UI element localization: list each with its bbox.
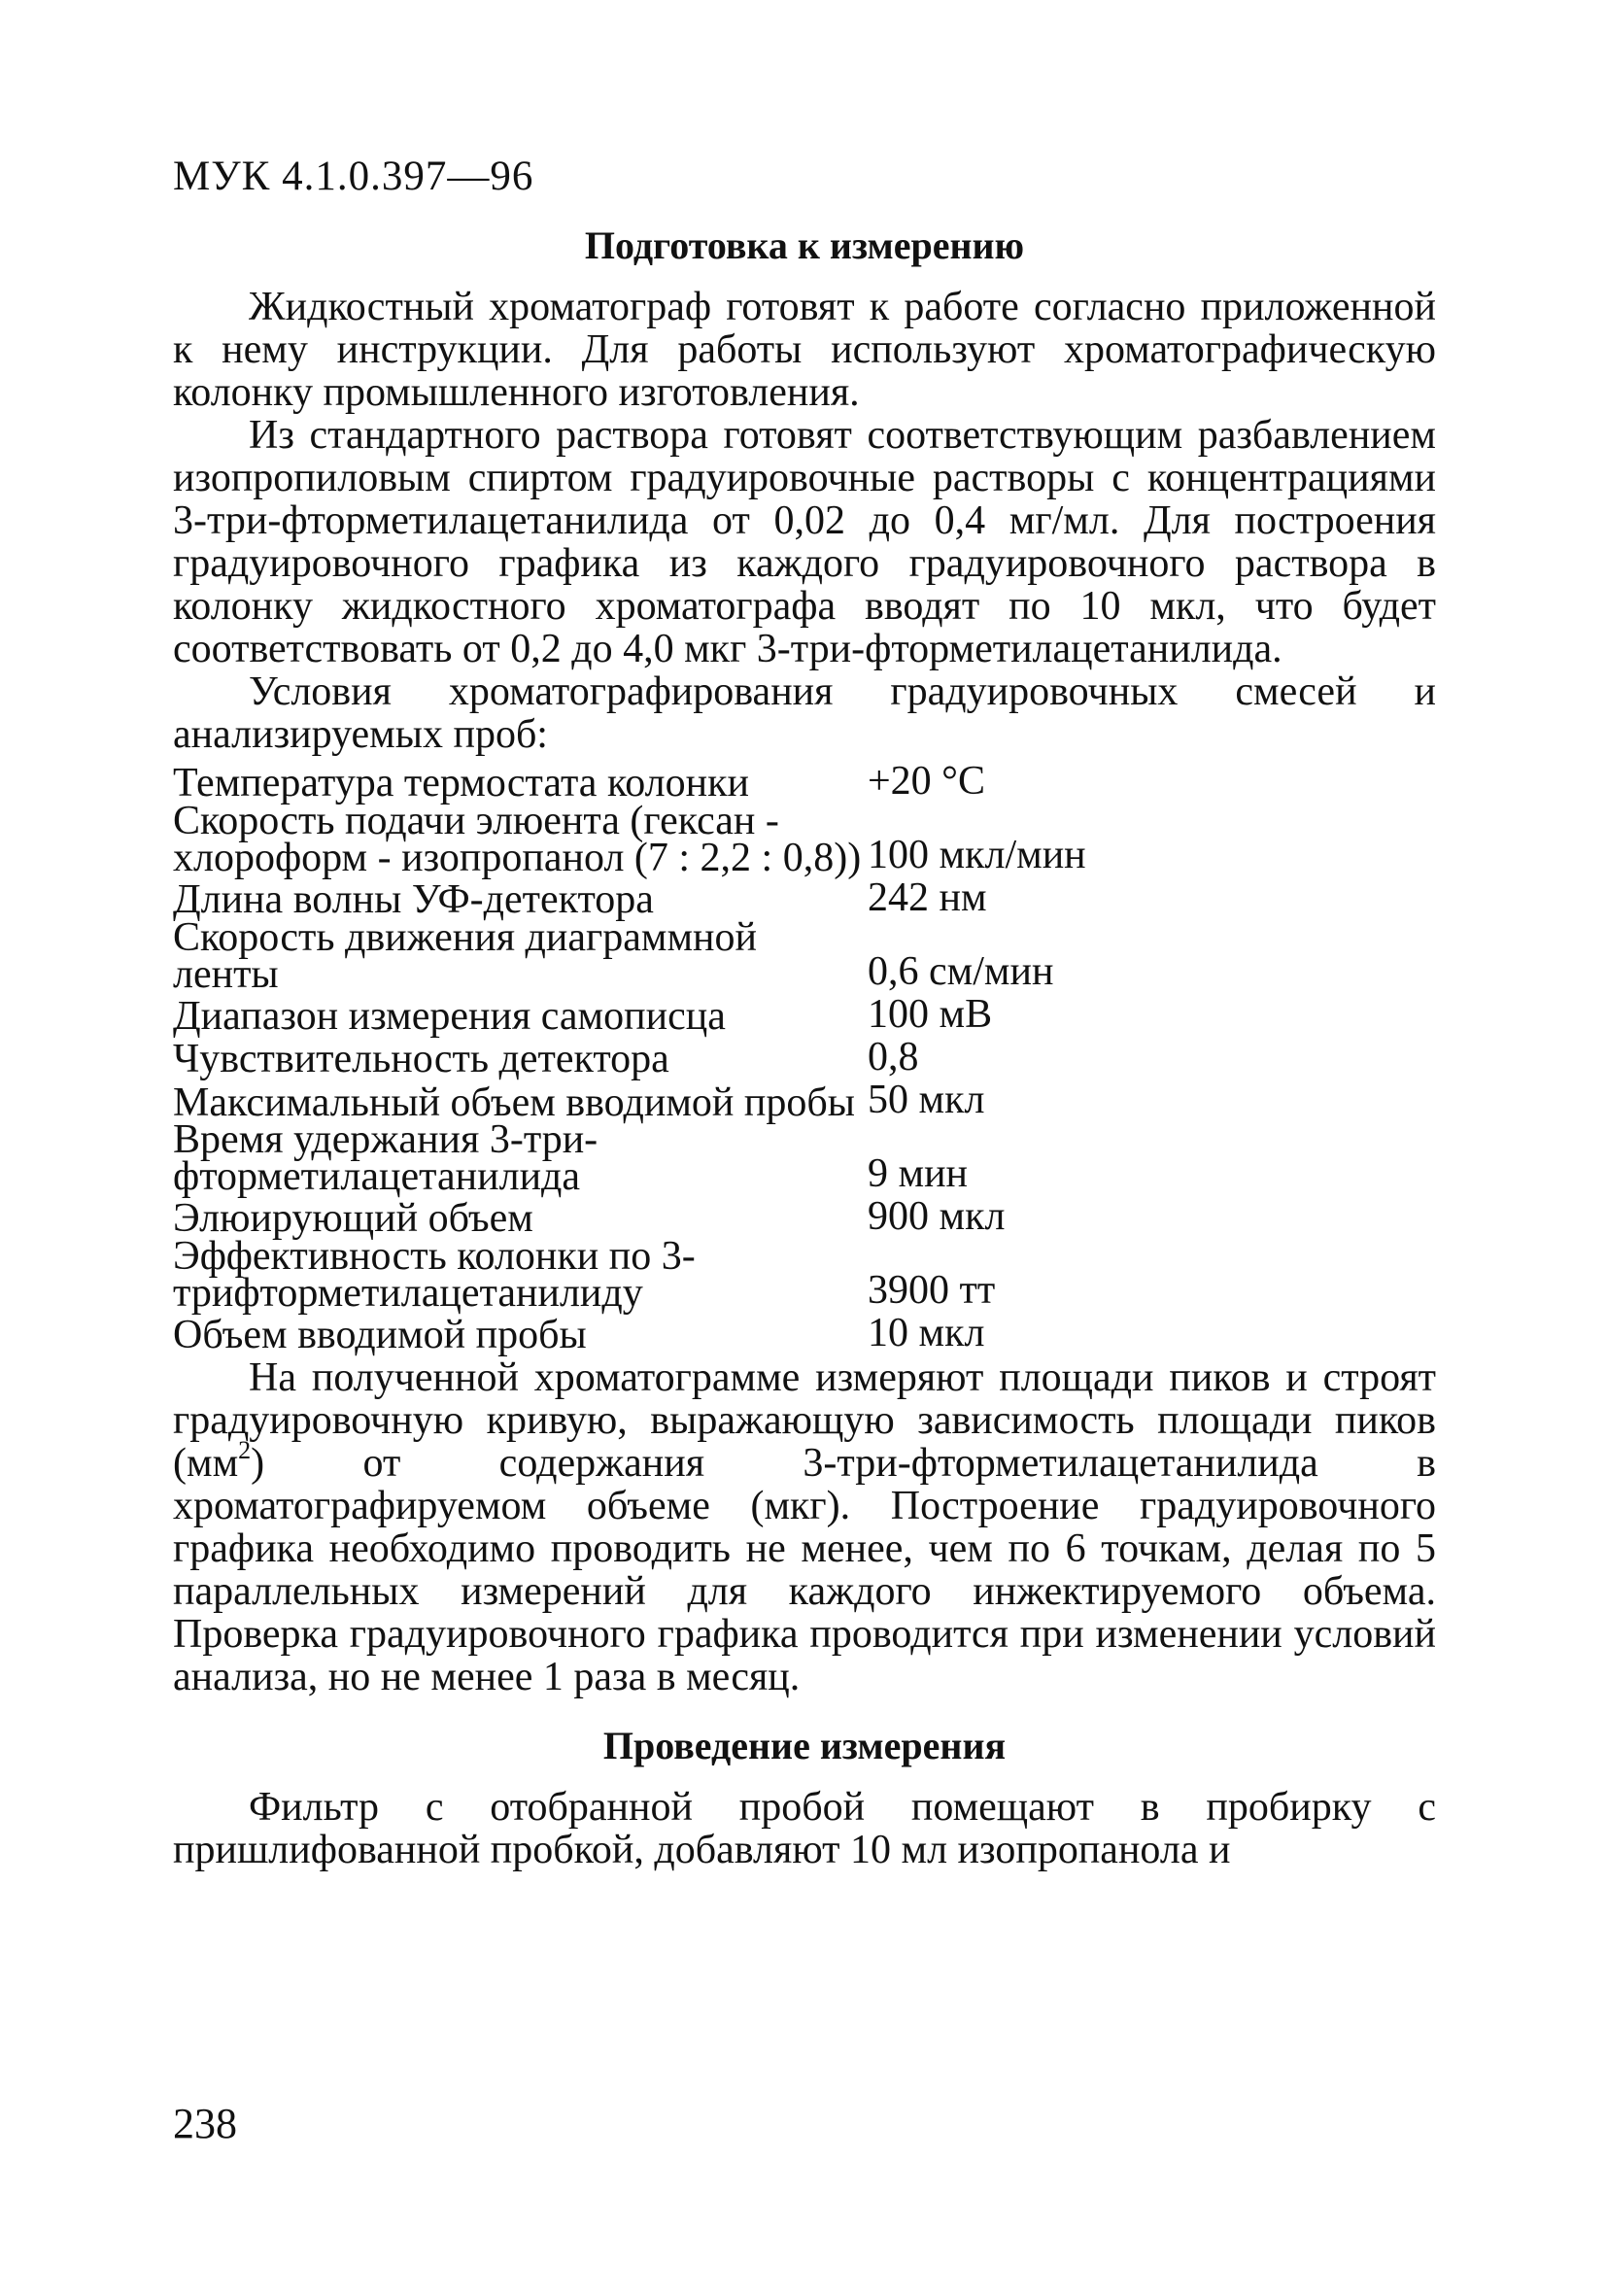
condition-value: +20 °С	[868, 759, 985, 804]
condition-label: Максимальный объем вводимой пробы	[173, 1080, 855, 1125]
calibration-text-part1: На полученной хроматограмме измеряют площади пиков и строят градуировочную кривую, выражающую зависимость площади пиков (мм	[173, 1355, 1436, 1486]
condition-label: Эффективность колонки по 3-трифторметилацетанилиду	[173, 1234, 696, 1316]
condition-value: 242 нм	[868, 875, 987, 920]
condition-value: 0,6 см/мин	[868, 949, 1054, 994]
paragraph-standard-solution: Из стандартного раствора готовят соответствующим разбавлением изопропиловым спиртом градуировочные растворы с концентрациями 3-три-фторметилацетанилида от 0,02 до 0,4 мг/мл. Для построения градуировочного графика из каждого градуировочного раствора в колонку жидкостного хроматографа вводят по 10 мкл, что будет соответствовать от 0,2 до 4,0 мкг 3-три-фторметилацетанилида.	[173, 413, 1436, 671]
condition-label: Скорость движения диаграммной ленты	[173, 915, 758, 997]
condition-value: 10 мкл	[868, 1311, 985, 1355]
condition-label: Чувствительность детектора	[173, 1037, 669, 1081]
condition-label: Время удержания 3-три-фторметилацетанилида	[173, 1117, 598, 1199]
superscript-2: 2	[238, 1436, 252, 1464]
document-page	[173, 155, 1436, 1871]
condition-value: 50 мкл	[868, 1078, 985, 1122]
paragraph-calibration-curve	[173, 1356, 1436, 1698]
condition-value: 100 мкл/мин	[868, 833, 1086, 877]
calibration-text-part2: ) от содержания 3-три-фторметилацетанилида в хроматографируемом объеме (мкг). Построение градуировочного графика необходимо проводить не менее, чем по 6 точкам, делая по 5 параллельных измерений для каждого инжектируемого объема. Проверка градуировочного графика проводится при изменении условий анализа, но не менее 1 раза в месяц.	[173, 1441, 1436, 1699]
section-heading-measurement: Проведение измерения	[602, 1724, 1007, 1767]
condition-label: Элюирующий объем	[173, 1196, 533, 1241]
condition-label: Скорость подачи элюента (гексан - хлороформ - изопропанол (7 : 2,2 : 0,8))	[173, 799, 862, 880]
paragraph-measurement: Фильтр с отобранной пробой помещают в пробирку с пришлифованной пробкой, добавляют 10 мл изопропанола и	[173, 1785, 1436, 1872]
condition-value: 9 мин	[868, 1151, 969, 1196]
condition-label: Температура термостата колонки	[173, 761, 749, 805]
condition-row	[173, 1311, 1436, 1357]
condition-label: Объем вводимой пробы	[173, 1313, 587, 1357]
condition-label: Длина волны УФ-детектора	[173, 877, 654, 922]
condition-label: Диапазон измерения самописца	[173, 994, 726, 1039]
document-code: МУК 4.1.0.397—96	[173, 154, 534, 199]
section-heading-preparation: Подготовка к измерению	[584, 223, 1025, 267]
condition-row	[173, 875, 1436, 922]
conditions-table	[173, 759, 1436, 1357]
condition-row	[173, 992, 1436, 1039]
condition-row	[173, 760, 1436, 803]
paragraph-conditions-intro: Условия хроматографирования градуировочных смесей и анализируемых проб:	[173, 669, 1436, 757]
condition-row	[173, 915, 1436, 997]
condition-row	[173, 1078, 1436, 1125]
condition-row	[173, 799, 1436, 880]
condition-value: 0,8	[868, 1035, 919, 1079]
condition-row	[173, 1234, 1436, 1316]
paragraph-chromatograph: Жидкостный хроматограф готовят к работе согласно приложенной к нему инструкции. Для работы используют хроматографическую колонку промышленного изготовления.	[173, 285, 1436, 415]
condition-row	[173, 1117, 1436, 1199]
condition-row	[173, 1036, 1436, 1079]
page-number: 238	[173, 2100, 237, 2147]
condition-value: 100 мВ	[868, 992, 993, 1037]
condition-value: 900 мкл	[868, 1194, 1006, 1239]
condition-row	[173, 1194, 1436, 1241]
condition-value: 3900 тт	[868, 1268, 996, 1313]
